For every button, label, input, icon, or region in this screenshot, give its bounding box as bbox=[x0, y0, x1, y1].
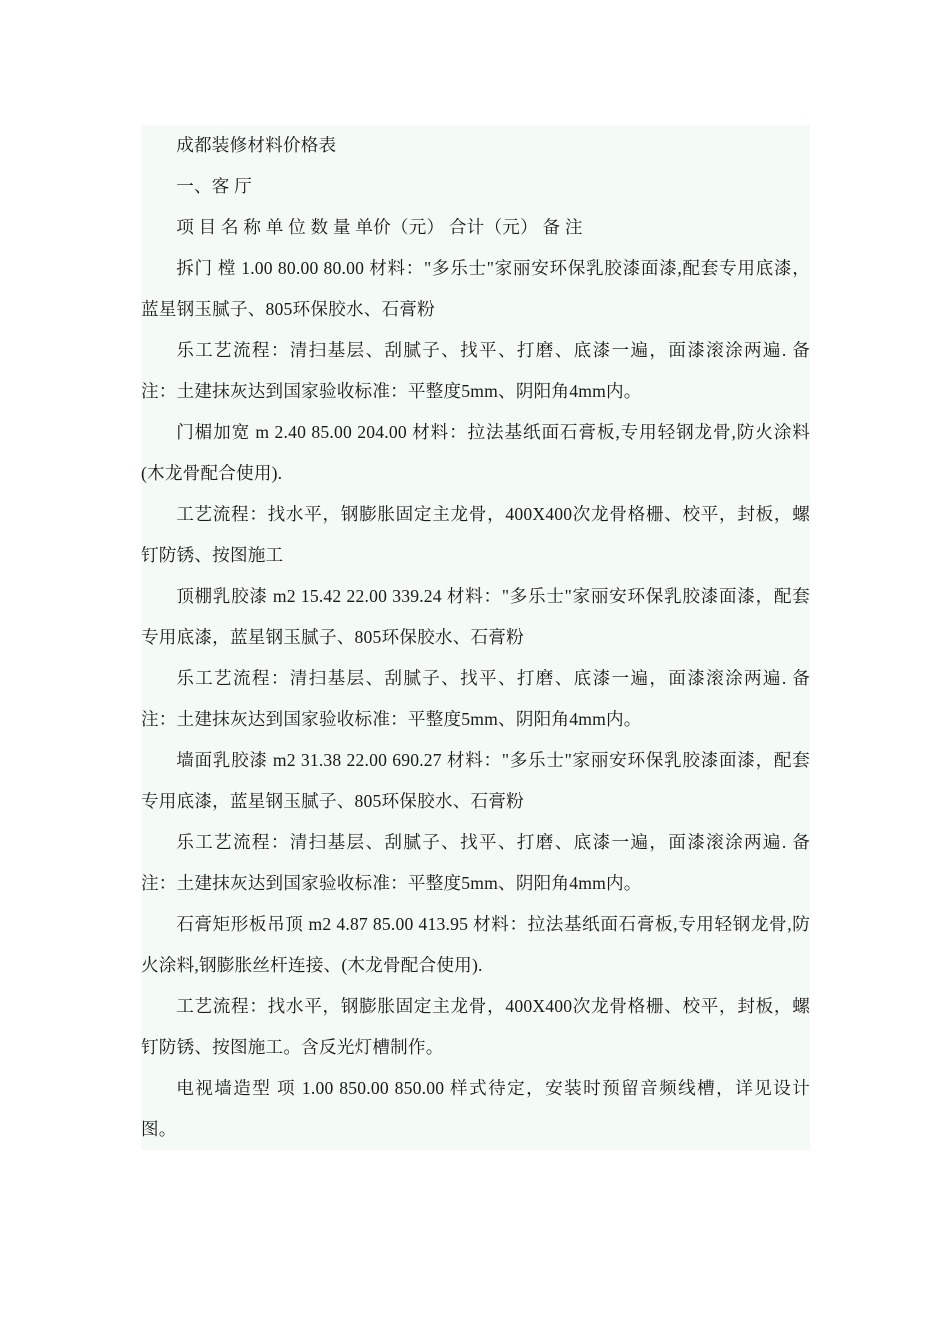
document-content-block bbox=[141, 125, 810, 1150]
table-column-headers: 项 目 名 称 单 位 数 量 单价（元） 合计（元） 备 注 bbox=[176, 217, 583, 237]
process-note-keel-1: 工艺流程：找水平，钢膨胀固定主龙骨，400X400次龙骨格栅、校平，封板，螺钉防锈、按图施工 bbox=[141, 504, 810, 565]
line-item-door-lintel-widening: 门楣加宽 m 2.40 85.00 204.00 材料：拉法基纸面石膏板,专用轻钢龙骨,防火涂料(木龙骨配合使用). bbox=[141, 422, 810, 483]
line-item-dismantle-door-frame: 拆门 樘 1.00 80.00 80.00 材料："多乐士"家丽安环保乳胶漆面漆,配套专用底漆，蓝星钢玉腻子、805环保胶水、石膏粉 bbox=[141, 258, 810, 319]
process-note-latex-paint-3: 乐工艺流程：清扫基层、刮腻子、找平、打磨、底漆一遍，面漆滚涂两遍. 备 注：土建抹灰达到国家验收标准：平整度5mm、阴阳角4mm内。 bbox=[141, 832, 810, 893]
document-title: 成都装修材料价格表 bbox=[176, 135, 337, 155]
process-note-keel-2: 工艺流程：找水平，钢膨胀固定主龙骨，400X400次龙骨格栅、校平，封板，螺钉防锈、按图施工。含反光灯槽制作。 bbox=[141, 996, 810, 1057]
line-item-gypsum-rectangular-ceiling: 石膏矩形板吊顶 m2 4.87 85.00 413.95 材料：拉法基纸面石膏板,专用轻钢龙骨,防火涂料,钢膨胀丝杆连接、(木龙骨配合使用). bbox=[141, 914, 810, 975]
line-item-tv-wall-design: 电视墙造型 项 1.00 850.00 850.00 样式待定，安装时预留音频线槽，详见设计图。 bbox=[141, 1078, 810, 1139]
process-note-latex-paint-2: 乐工艺流程：清扫基层、刮腻子、找平、打磨、底漆一遍，面漆滚涂两遍. 备 注：土建抹灰达到国家验收标准：平整度5mm、阴阳角4mm内。 bbox=[141, 668, 810, 729]
process-note-latex-paint-1: 乐工艺流程：清扫基层、刮腻子、找平、打磨、底漆一遍，面漆滚涂两遍. 备 注：土建抹灰达到国家验收标准：平整度5mm、阴阳角4mm内。 bbox=[141, 340, 810, 401]
line-item-wall-latex-paint: 墙面乳胶漆 m2 31.38 22.00 690.27 材料："多乐士"家丽安环保乳胶漆面漆，配套专用底漆，蓝星钢玉腻子、805环保胶水、石膏粉 bbox=[141, 750, 810, 811]
section-heading-living-room: 一、客 厅 bbox=[176, 176, 252, 196]
line-item-ceiling-latex-paint: 顶棚乳胶漆 m2 15.42 22.00 339.24 材料："多乐士"家丽安环保乳胶漆面漆，配套专用底漆，蓝星钢玉腻子、805环保胶水、石膏粉 bbox=[141, 586, 810, 647]
